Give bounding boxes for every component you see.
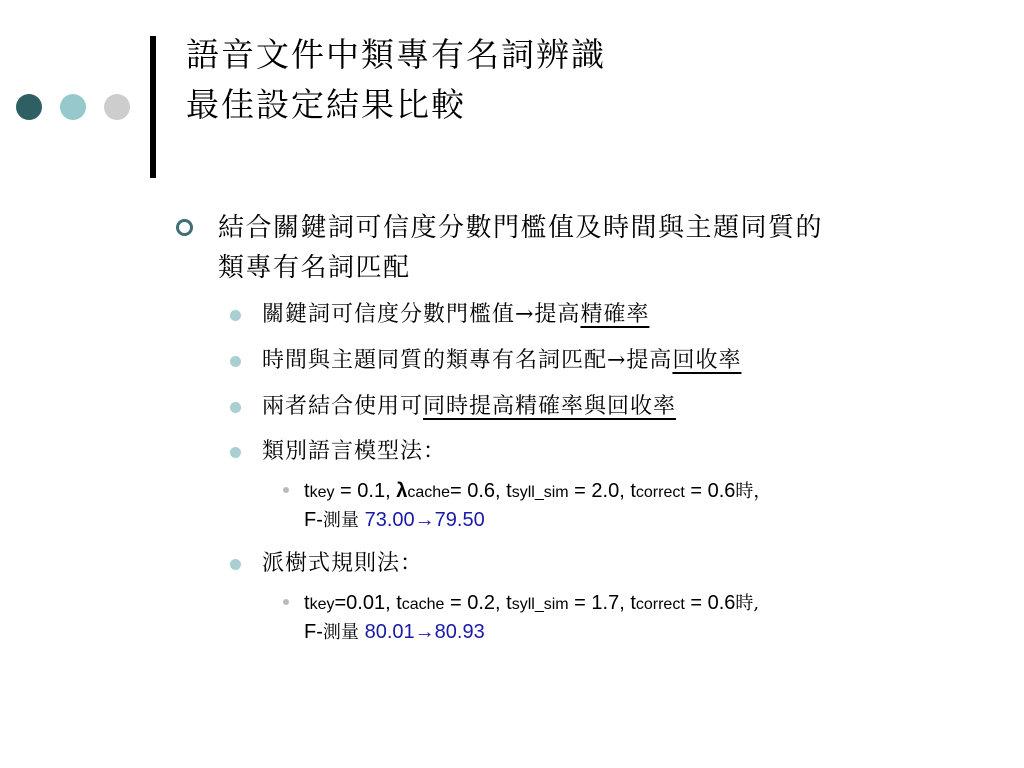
decor-dot-dark: [16, 94, 42, 120]
main-bullet-line-2: 類專有名詞匹配: [218, 253, 411, 283]
decor-dot-light: [60, 94, 86, 120]
param-text: t: [304, 480, 310, 502]
param-text: = 0.1,: [334, 480, 397, 502]
sub-bullet-combined: [262, 392, 676, 422]
dot-bullet-icon: [230, 402, 241, 413]
param-subscript: correct: [635, 484, 685, 501]
param-subscript: cache: [407, 484, 451, 501]
sub-bullet-class-lm: 類別語言模型法：: [262, 439, 447, 464]
small-dot-bullet-icon: [283, 487, 289, 493]
dot-bullet-icon: [230, 559, 241, 570]
title-divider: [150, 36, 156, 178]
f-label: F-: [304, 621, 323, 643]
ring-bullet-icon: [176, 219, 193, 236]
main-bullet: [218, 208, 988, 288]
param-text: = 2.0, t: [568, 480, 636, 502]
param-subscript: correct: [635, 596, 685, 613]
emphasis-text: 回收率: [672, 348, 742, 373]
dot-bullet-icon: [230, 310, 241, 321]
class-lm-f-measure: [304, 505, 485, 535]
param-subscript: key: [309, 596, 335, 613]
small-dot-bullet-icon: [283, 599, 289, 605]
param-text: = 0.6: [684, 592, 736, 614]
param-text: = 0.2, t: [444, 592, 512, 614]
param-tail: 時,: [735, 593, 760, 614]
dot-bullet-icon: [230, 356, 241, 367]
param-text: = 1.7, t: [568, 592, 636, 614]
param-text: t: [304, 592, 310, 614]
f-measure-label: 測量: [322, 510, 365, 531]
emphasis-text: 同時提高精確率與回收率: [423, 394, 677, 419]
param-subscript: syll_sim: [511, 484, 569, 501]
param-subscript: syll_sim: [511, 596, 569, 613]
main-bullet-line-1: 結合關鍵詞可信度分數門檻值及時間與主題同質的: [218, 213, 824, 243]
decor-dot-gray: [104, 94, 130, 120]
pat-tree-f-measure: [304, 617, 485, 647]
f-measure-label: 測量: [322, 622, 365, 643]
title-line-2: 最佳設定結果比較: [186, 85, 466, 124]
sub-bullet-recall: [262, 346, 741, 376]
f-label: F-: [304, 509, 323, 531]
param-text: = 0.6: [684, 480, 736, 502]
dot-bullet-icon: [230, 447, 241, 458]
param-tail: 時，: [735, 481, 772, 502]
param-subscript: key: [309, 484, 335, 501]
sub-bullet-precision: [262, 300, 649, 330]
class-lm-params: [304, 476, 771, 507]
emphasis-text: 精確率: [580, 302, 650, 327]
param-subscript: cache: [401, 596, 445, 613]
sub-bullet-text: 兩者結合使用可: [262, 394, 424, 419]
sub-bullet-text: 時間與主題同質的類專有名詞匹配→提高: [262, 348, 673, 373]
f-measure-value: 73.00→79.50: [364, 509, 485, 531]
slide-title: [186, 30, 606, 130]
param-text: = 0.6, t: [450, 480, 512, 502]
sub-bullet-pat-tree: 派樹式規則法：: [262, 551, 424, 576]
sub-bullet-text: 關鍵詞可信度分數門檻值→提高: [262, 302, 581, 327]
pat-tree-params: [304, 588, 759, 619]
lambda-symbol: λ: [396, 480, 408, 502]
title-line-1: 語音文件中類專有名詞辨識: [186, 35, 606, 74]
f-measure-value: 80.01→80.93: [364, 621, 485, 643]
param-text: =0.01, t: [334, 592, 402, 614]
